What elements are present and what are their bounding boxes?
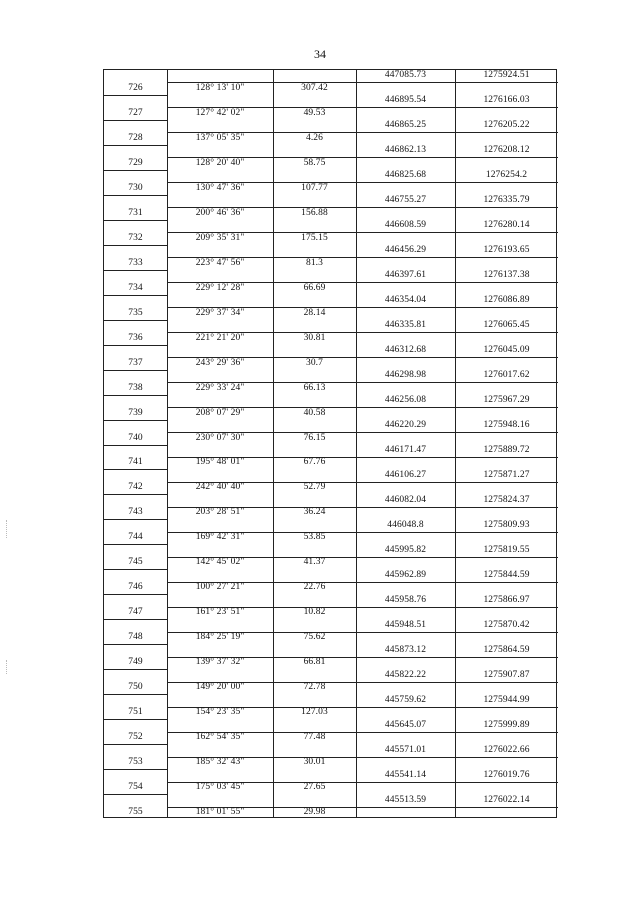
point-number-cell: 751 — [128, 707, 143, 718]
distance-cell: 36.24 — [303, 507, 326, 518]
row-divider — [356, 457, 558, 458]
x-coordinate-cell: 446895.54 — [384, 95, 427, 106]
point-number-cell: 731 — [128, 207, 143, 218]
row-divider — [356, 732, 558, 733]
row-divider — [104, 370, 167, 371]
x-coordinate-cell: 446106.27 — [384, 469, 427, 480]
direction-angle-cell: 128° 13' 10" — [195, 82, 245, 93]
row-divider — [356, 82, 558, 83]
direction-angle-cell: 229° 33' 24" — [195, 382, 245, 393]
direction-angle-cell: 127° 42' 02" — [195, 107, 245, 118]
row-divider — [104, 794, 167, 795]
distance-cell: 58.75 — [303, 157, 326, 168]
distance-cell: 30.01 — [303, 757, 326, 768]
y-coordinate-cell: 1276022.66 — [483, 744, 530, 755]
y-coordinate-cell: 1276193.65 — [483, 245, 530, 256]
y-coordinate-cell: 1275870.42 — [483, 619, 530, 630]
x-coordinate-cell: 445822.22 — [384, 669, 427, 680]
distance-cell: 127.03 — [301, 707, 328, 718]
point-number-cell: 734 — [128, 282, 143, 293]
row-divider — [356, 132, 558, 133]
row-divider — [104, 120, 167, 121]
distance-cell: 27.65 — [303, 782, 326, 793]
point-number-cell: 752 — [128, 732, 143, 743]
distance-cell: 10.82 — [303, 607, 326, 618]
row-divider — [104, 669, 167, 670]
x-coordinate-cell: 446397.61 — [384, 270, 427, 281]
y-coordinate-cell: 1276205.22 — [483, 120, 530, 131]
point-number-cell: 741 — [128, 457, 143, 468]
row-divider — [104, 569, 167, 570]
y-coordinate-cell: 1276086.89 — [483, 295, 530, 306]
y-coordinate-cell: 1275924.51 — [483, 70, 530, 81]
row-divider — [104, 145, 167, 146]
row-divider — [356, 257, 558, 258]
direction-angle-cell: 200° 46' 36" — [195, 207, 245, 218]
point-number-cell: 743 — [128, 507, 143, 518]
x-coordinate-cell: 446171.47 — [384, 444, 427, 455]
point-number-cell: 732 — [128, 232, 143, 243]
distance-cell: 66.69 — [303, 282, 326, 293]
distance-cell: 29.98 — [303, 807, 326, 817]
row-divider — [356, 657, 558, 658]
x-coordinate-cell: 446825.68 — [384, 170, 427, 181]
direction-angle-cell: 142° 45' 02" — [195, 557, 245, 568]
direction-angle-cell: 162° 54' 35" — [195, 732, 245, 743]
distance-cell: 75.62 — [303, 632, 326, 643]
row-divider — [356, 332, 558, 333]
distance-cell: 40.58 — [303, 407, 326, 418]
row-divider — [356, 507, 558, 508]
direction-angle-cell: 154° 23' 35" — [195, 707, 245, 718]
row-divider — [104, 270, 167, 271]
point-number-cell: 735 — [128, 307, 143, 318]
x-coordinate-cell: 446755.27 — [384, 195, 427, 206]
x-coordinate-cell: 446048.8 — [387, 519, 424, 530]
x-coordinate-cell: 445873.12 — [384, 644, 427, 655]
row-divider — [356, 582, 558, 583]
y-coordinate-cell: 1276065.45 — [483, 320, 530, 331]
y-coordinate-cell: 1276017.62 — [483, 370, 530, 381]
point-number-cell: 755 — [128, 807, 143, 817]
y-coordinate-cell: 1275809.93 — [483, 519, 530, 530]
distance-cell: 72.78 — [303, 682, 326, 693]
point-number-cell: 747 — [128, 607, 143, 618]
distance-cell: 175.15 — [301, 232, 328, 243]
distance-cell: 41.37 — [303, 557, 326, 568]
row-divider — [104, 769, 167, 770]
y-coordinate-cell: 1275944.99 — [483, 694, 530, 705]
y-coordinate-cell: 1276280.14 — [483, 220, 530, 231]
page-number: 34 — [314, 47, 326, 61]
x-coordinate-cell: 446220.29 — [384, 420, 427, 431]
distance-cell: 30.81 — [303, 332, 326, 343]
direction-angle-cell: 243° 29' 36" — [195, 357, 245, 368]
row-divider — [104, 320, 167, 321]
distance-cell: 76.15 — [303, 432, 326, 443]
row-divider — [356, 557, 558, 558]
row-divider — [356, 532, 558, 533]
row-divider — [356, 157, 558, 158]
direction-angle-cell: 128° 20' 40" — [195, 157, 245, 168]
point-number-cell: 737 — [128, 357, 143, 368]
direction-angle-cell: 195° 48' 01" — [195, 457, 245, 468]
x-coordinate-cell: 446354.04 — [384, 295, 427, 306]
row-divider — [104, 95, 167, 96]
point-number-cell: 736 — [128, 332, 143, 343]
row-divider — [104, 519, 167, 520]
row-divider — [356, 682, 558, 683]
direction-angle-cell: 181° 01' 55" — [195, 807, 245, 817]
row-divider — [356, 282, 558, 283]
row-divider — [104, 694, 167, 695]
direction-angle-cell: 184° 25' 19" — [195, 632, 245, 643]
x-coordinate-cell: 445571.01 — [384, 744, 427, 755]
x-coordinate-cell: 446312.68 — [384, 345, 427, 356]
y-coordinate-cell: 1275889.72 — [483, 444, 530, 455]
y-coordinate-cell: 1275967.29 — [483, 395, 530, 406]
row-divider — [104, 420, 167, 421]
distance-cell: 77.48 — [303, 732, 326, 743]
direction-angle-cell: 242° 40' 40" — [195, 482, 245, 493]
row-divider — [356, 432, 558, 433]
direction-angle-cell: 209° 35' 31" — [195, 232, 245, 243]
direction-angle-cell: 139° 37' 32" — [195, 657, 245, 668]
direction-angle-cell: 229° 12' 28" — [195, 282, 245, 293]
direction-angle-cell: 223° 47' 56" — [195, 257, 245, 268]
point-number-cell: 727 — [128, 107, 143, 118]
y-coordinate-cell: 1275948.16 — [483, 420, 530, 431]
x-coordinate-cell: 445948.51 — [384, 619, 427, 630]
direction-angle-cell: 149° 20' 00" — [195, 682, 245, 693]
x-coordinate-cell: 447085.73 — [384, 70, 427, 81]
y-coordinate-cell: 1275819.55 — [483, 544, 530, 555]
point-number-cell: 729 — [128, 157, 143, 168]
distance-cell: 66.81 — [303, 657, 326, 668]
row-divider — [104, 594, 167, 595]
y-coordinate-cell: 1275824.37 — [483, 494, 530, 505]
point-number-cell: 730 — [128, 182, 143, 193]
row-divider — [104, 195, 167, 196]
row-divider — [356, 757, 558, 758]
distance-cell: 156.88 — [301, 207, 328, 218]
row-divider — [356, 357, 558, 358]
x-coordinate-cell: 445513.59 — [384, 794, 427, 805]
distance-cell: 22.76 — [303, 582, 326, 593]
x-coordinate-cell: 446862.13 — [384, 145, 427, 156]
row-divider — [104, 170, 167, 171]
point-number-cell: 742 — [128, 482, 143, 493]
point-number-cell: 739 — [128, 407, 143, 418]
distance-cell: 81.3 — [305, 257, 324, 268]
row-divider — [104, 345, 167, 346]
distance-cell: 67.76 — [303, 457, 326, 468]
point-number-cell: 738 — [128, 382, 143, 393]
scan-artifact — [6, 660, 7, 674]
distance-cell: 53.85 — [303, 532, 326, 543]
distance-cell: 49.53 — [303, 107, 326, 118]
y-coordinate-cell: 1275864.59 — [483, 644, 530, 655]
point-number-cell: 745 — [128, 557, 143, 568]
direction-angle-cell: 175° 03' 45" — [195, 782, 245, 793]
row-divider — [104, 395, 167, 396]
row-divider — [356, 182, 558, 183]
x-coordinate-cell: 446082.04 — [384, 494, 427, 505]
point-number-cell: 754 — [128, 782, 143, 793]
y-coordinate-cell: 1275866.97 — [483, 594, 530, 605]
direction-angle-cell: 208° 07' 29" — [195, 407, 245, 418]
y-coordinate-cell: 1276166.03 — [483, 95, 530, 106]
row-divider — [104, 445, 167, 446]
direction-angle-cell: 185° 32' 43" — [195, 757, 245, 768]
direction-angle-cell: 137° 05' 35" — [195, 132, 245, 143]
y-coordinate-cell: 1276045.09 — [483, 345, 530, 356]
direction-angle-cell: 203° 28' 51" — [195, 507, 245, 518]
direction-angle-cell: 161° 23' 51" — [195, 607, 245, 618]
row-divider — [356, 707, 558, 708]
direction-angle-cell: 100° 27' 21" — [195, 582, 245, 593]
direction-angle-cell: 230° 07' 30" — [195, 432, 245, 443]
row-divider — [356, 107, 558, 108]
x-coordinate-cell: 446608.59 — [384, 220, 427, 231]
distance-cell: 52.79 — [303, 482, 326, 493]
row-divider — [104, 744, 167, 745]
distance-cell: 307.42 — [301, 82, 328, 93]
x-coordinate-cell: 446298.98 — [384, 370, 427, 381]
y-coordinate-cell: 1276137.38 — [483, 270, 530, 281]
direction-angle-cell: 130° 47' 36" — [195, 182, 245, 193]
row-divider — [356, 382, 558, 383]
distance-cell: 66.13 — [303, 382, 326, 393]
y-coordinate-cell: 1276019.76 — [483, 769, 530, 780]
row-divider — [356, 207, 558, 208]
distance-cell: 107.77 — [301, 182, 328, 193]
row-divider — [104, 619, 167, 620]
point-number-cell: 748 — [128, 632, 143, 643]
distance-cell: 28.14 — [303, 307, 326, 318]
point-number-cell: 749 — [128, 657, 143, 668]
coordinate-table — [103, 69, 557, 818]
y-coordinate-cell: 1276254.2 — [485, 170, 528, 181]
y-coordinate-cell: 1275871.27 — [483, 469, 530, 480]
y-coordinate-cell: 1276208.12 — [483, 145, 530, 156]
y-coordinate-cell: 1276335.79 — [483, 195, 530, 206]
x-coordinate-cell: 445541.14 — [384, 769, 427, 780]
direction-angle-cell: 169° 42' 31" — [195, 532, 245, 543]
x-coordinate-cell: 445759.62 — [384, 694, 427, 705]
y-coordinate-cell: 1275999.89 — [483, 719, 530, 730]
row-divider — [104, 469, 167, 470]
point-number-cell: 733 — [128, 257, 143, 268]
row-divider — [356, 807, 558, 808]
row-divider — [104, 220, 167, 221]
x-coordinate-cell: 446865.25 — [384, 120, 427, 131]
x-coordinate-cell: 445645.07 — [384, 719, 427, 730]
point-number-cell: 726 — [128, 82, 143, 93]
row-divider — [356, 632, 558, 633]
row-divider — [104, 544, 167, 545]
point-number-cell: 744 — [128, 532, 143, 543]
row-divider — [104, 295, 167, 296]
row-divider — [356, 232, 558, 233]
y-coordinate-cell: 1276022.14 — [483, 794, 530, 805]
row-divider — [356, 407, 558, 408]
point-number-cell: 746 — [128, 582, 143, 593]
distance-cell: 30.7 — [305, 357, 324, 368]
x-coordinate-cell: 445958.76 — [384, 594, 427, 605]
row-divider — [356, 482, 558, 483]
y-coordinate-cell: 1275907.87 — [483, 669, 530, 680]
row-divider — [104, 644, 167, 645]
distance-cell: 4.26 — [305, 132, 324, 143]
row-divider — [356, 782, 558, 783]
point-number-cell: 728 — [128, 132, 143, 143]
point-number-cell: 750 — [128, 682, 143, 693]
y-coordinate-cell: 1275844.59 — [483, 569, 530, 580]
x-coordinate-cell: 446256.08 — [384, 395, 427, 406]
x-coordinate-cell: 445995.82 — [384, 544, 427, 555]
scan-artifact — [6, 520, 7, 538]
row-divider — [356, 607, 558, 608]
x-coordinate-cell: 445962.89 — [384, 569, 427, 580]
row-divider — [104, 719, 167, 720]
direction-angle-cell: 229° 37' 34" — [195, 307, 245, 318]
row-divider — [356, 307, 558, 308]
row-divider — [104, 245, 167, 246]
point-number-cell: 753 — [128, 757, 143, 768]
point-number-cell: 740 — [128, 432, 143, 443]
x-coordinate-cell: 446335.81 — [384, 320, 427, 331]
row-divider — [104, 494, 167, 495]
direction-angle-cell: 221° 21' 20" — [195, 332, 245, 343]
x-coordinate-cell: 446456.29 — [384, 245, 427, 256]
